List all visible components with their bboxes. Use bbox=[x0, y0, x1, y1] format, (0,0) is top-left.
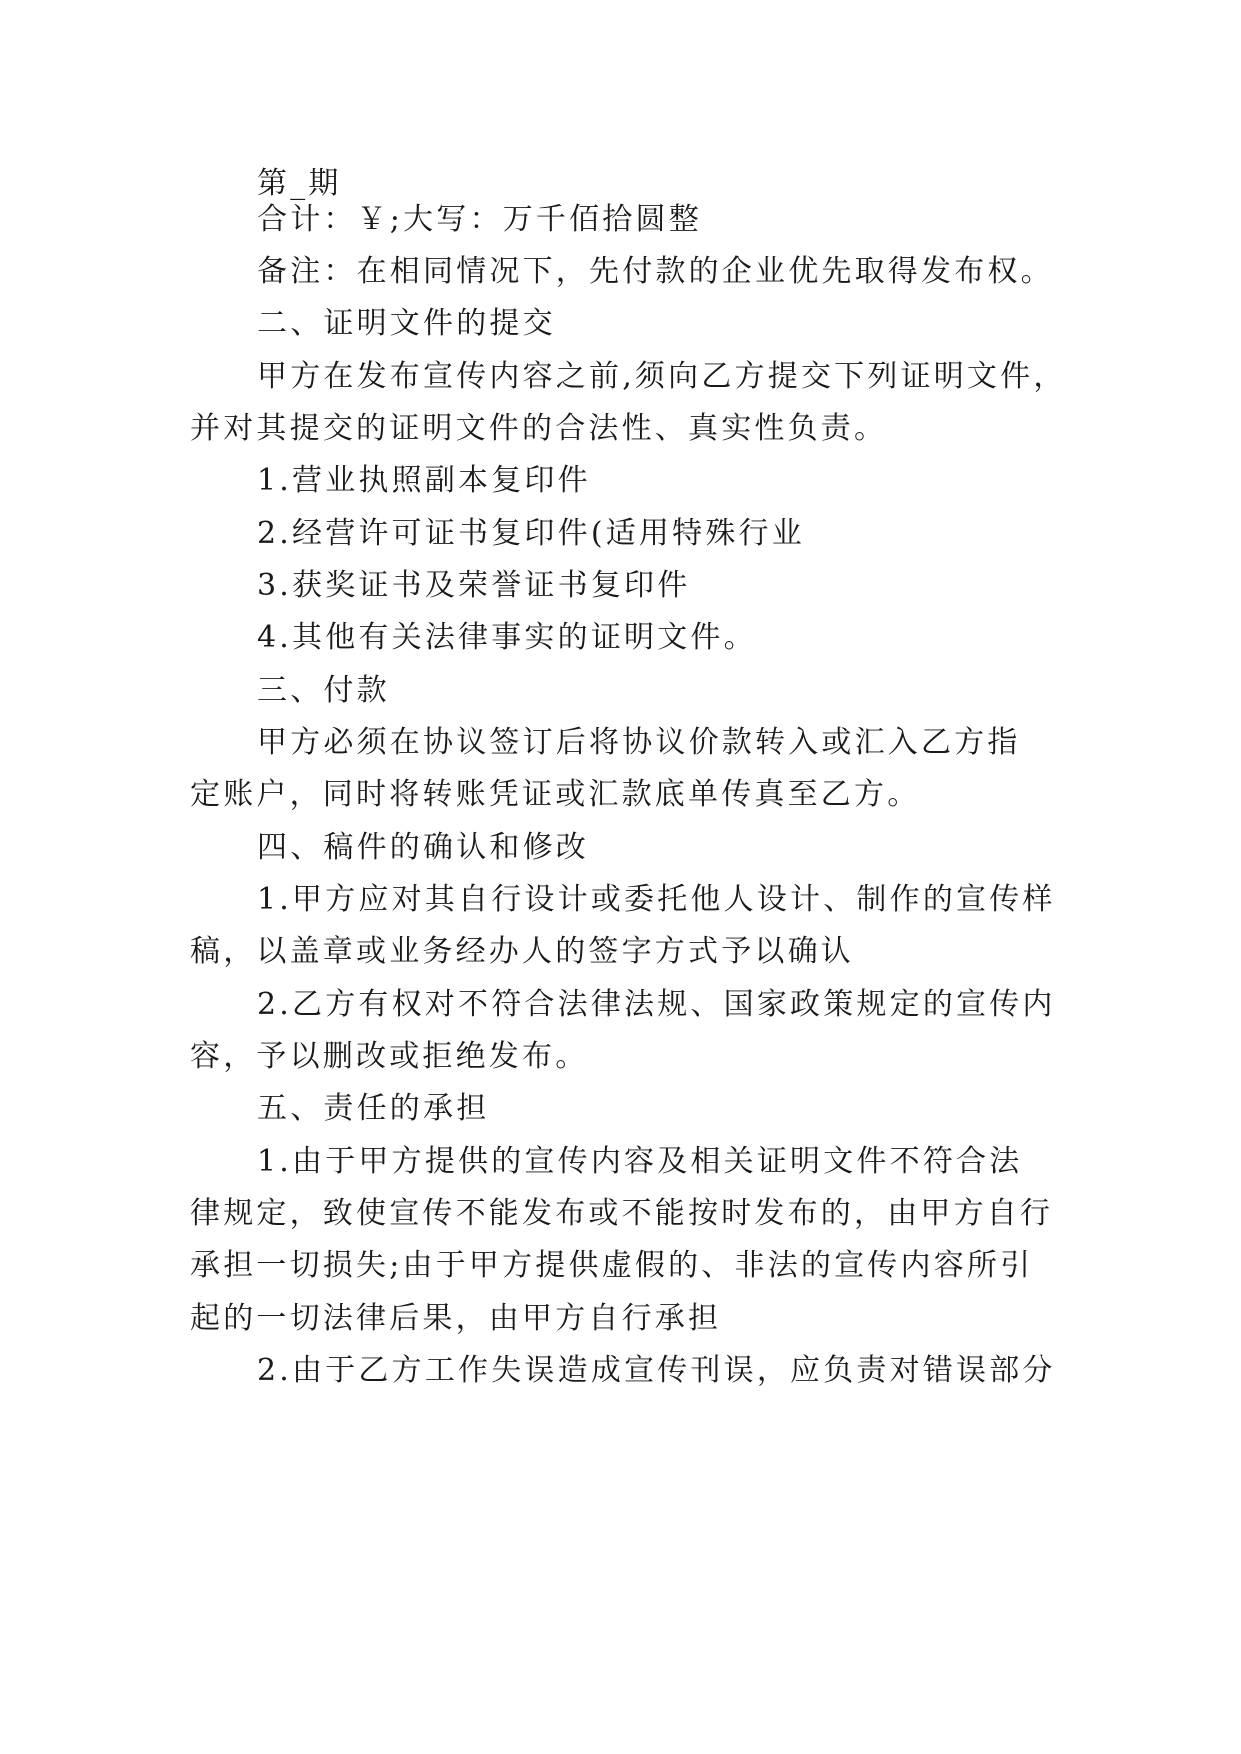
paragraph-line: 并对其提交的证明文件的合法性、真实性负责。 bbox=[190, 411, 888, 446]
paragraph-line: 承担一切损失;由于甲方提供虚假的、非法的宣传内容所引 bbox=[190, 1248, 1034, 1283]
list-item: 3.获奖证书及荣誉证书复印件 bbox=[257, 568, 691, 603]
period-line: 第_期 bbox=[257, 166, 342, 201]
paragraph-line: 律规定，致使宣传不能发布或不能按时发布的，由甲方自行 bbox=[190, 1196, 1054, 1231]
paragraph-line: 稿，以盖章或业务经办人的签字方式予以确认 bbox=[190, 934, 854, 969]
section-heading-documents: 二、证明文件的提交 bbox=[257, 306, 556, 341]
paragraph-line: 甲方在发布宣传内容之前,须向乙方提交下列证明文件， bbox=[257, 359, 1067, 394]
list-item: 1.由于甲方提供的宣传内容及相关证明文件不符合法 bbox=[257, 1144, 1023, 1179]
section-heading-payment: 三、付款 bbox=[257, 673, 390, 708]
paragraph-line: 甲方必须在协议签订后将协议价款转入或汇入乙方指 bbox=[257, 725, 1021, 760]
list-item: 1.甲方应对其自行设计或委托他人设计、制作的宣传样 bbox=[257, 882, 1056, 917]
section-heading-liability: 五、责任的承担 bbox=[257, 1091, 490, 1126]
paragraph-line: 容，予以删改或拒绝发布。 bbox=[190, 1039, 589, 1074]
remark-line: 备注：在相同情况下，先付款的企业优先取得发布权。 bbox=[257, 254, 1054, 289]
list-item: 1.营业执照副本复印件 bbox=[257, 463, 591, 498]
list-item: 4.其他有关法律事实的证明文件。 bbox=[257, 620, 757, 655]
list-item: 2.乙方有权对不符合法律法规、国家政策规定的宣传内 bbox=[257, 987, 1056, 1022]
paragraph-line: 定账户，同时将转账凭证或汇款底单传真至乙方。 bbox=[190, 777, 921, 812]
section-heading-manuscript: 四、稿件的确认和修改 bbox=[257, 830, 589, 865]
paragraph-line: 起的一切法律后果，由甲方自行承担 bbox=[190, 1301, 722, 1336]
list-item: 2.经营许可证书复印件(适用特殊行业 bbox=[257, 516, 805, 551]
total-amount-line: 合计：￥;大写：万千佰拾圆整 bbox=[257, 202, 702, 237]
list-item: 2.由于乙方工作失误造成宣传刊误，应负责对错误部分 bbox=[257, 1353, 1056, 1388]
